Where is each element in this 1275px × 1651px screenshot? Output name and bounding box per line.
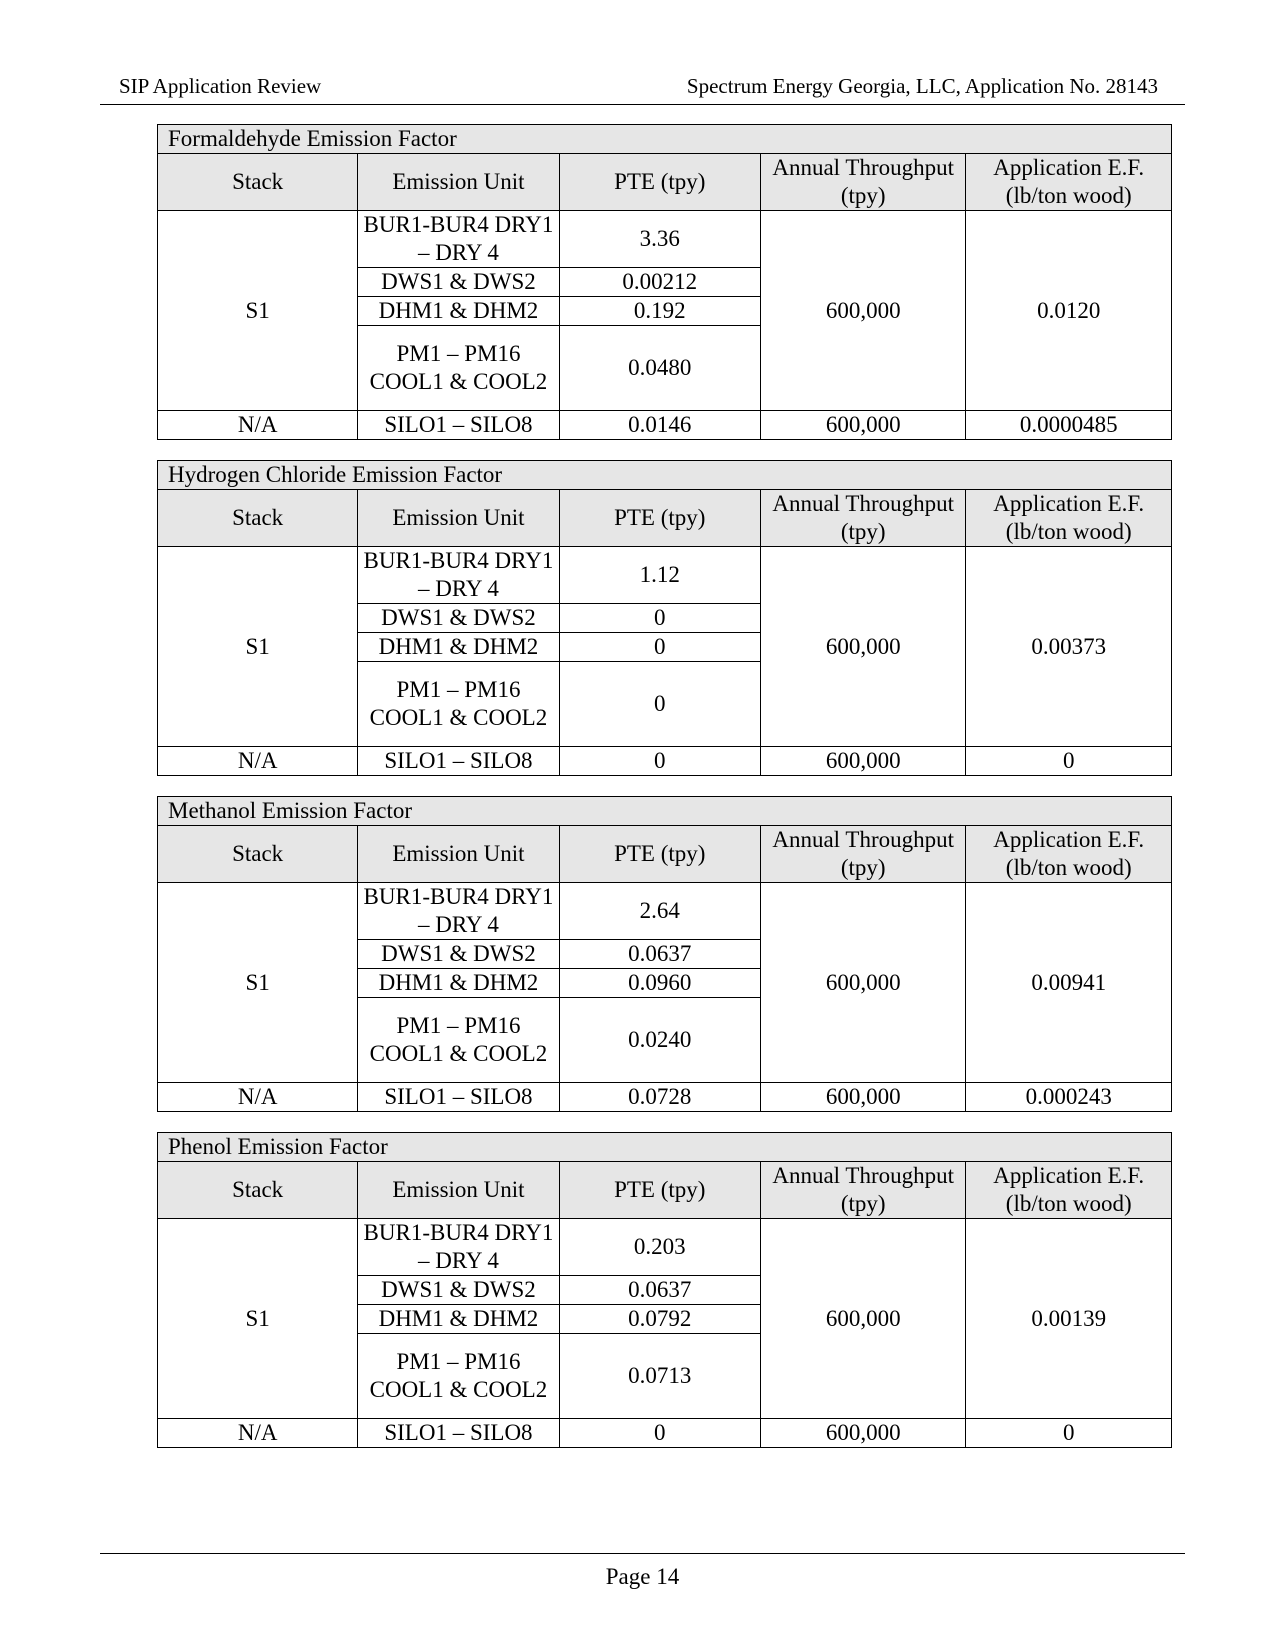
stack-cell: S1: [158, 211, 358, 411]
table-title: Methanol Emission Factor: [158, 797, 1172, 826]
pte-cell: 0: [559, 662, 760, 747]
pte-cell: 0.0637: [559, 940, 760, 969]
emission-unit-cell: SILO1 – SILO8: [358, 1083, 559, 1112]
formaldehyde-table: [157, 124, 1172, 440]
page-number: Page 14: [605, 1564, 680, 1589]
emission-factor-cell: 0.0000485: [966, 411, 1172, 440]
stack-cell: S1: [158, 1219, 358, 1419]
throughput-cell: 600,000: [760, 883, 966, 1083]
emission-unit-cell: PM1 – PM16 COOL1 & COOL2: [358, 1334, 559, 1419]
stack-cell: S1: [158, 547, 358, 747]
pte-cell: 0.0637: [559, 1276, 760, 1305]
emission-unit-cell: DHM1 & DHM2: [358, 969, 559, 998]
emission-factor-cell: 0: [966, 1419, 1172, 1448]
throughput-cell: 600,000: [760, 747, 966, 776]
col-header-pte: PTE (tpy): [559, 490, 760, 547]
pte-cell: 1.12: [559, 547, 760, 604]
emission-unit-cell: DHM1 & DHM2: [358, 297, 559, 326]
pte-cell: 0: [559, 633, 760, 662]
header-applicant: Spectrum Energy Georgia, LLC, Application No. 28143: [686, 74, 1158, 98]
emission-unit-cell: PM1 – PM16 COOL1 & COOL2: [358, 662, 559, 747]
emission-unit-cell: SILO1 – SILO8: [358, 411, 559, 440]
pte-cell: 0.00212: [559, 268, 760, 297]
emission-unit-cell: DWS1 & DWS2: [358, 940, 559, 969]
stack-cell: N/A: [158, 411, 358, 440]
col-header-pte: PTE (tpy): [559, 826, 760, 883]
table-row: [158, 1419, 1172, 1448]
pte-cell: 0.0960: [559, 969, 760, 998]
col-header-emission-factor: Application E.F. (lb/ton wood): [966, 490, 1172, 547]
emission-unit-cell: SILO1 – SILO8: [358, 1419, 559, 1448]
col-header-throughput: Annual Throughput (tpy): [760, 826, 966, 883]
col-header-throughput: Annual Throughput (tpy): [760, 1162, 966, 1219]
table-title: Phenol Emission Factor: [158, 1133, 1172, 1162]
emission-unit-cell: DWS1 & DWS2: [358, 604, 559, 633]
table-row: [158, 1219, 1172, 1276]
pte-cell: 0.0240: [559, 998, 760, 1083]
col-header-pte: PTE (tpy): [559, 1162, 760, 1219]
col-header-emission-factor: Application E.F. (lb/ton wood): [966, 154, 1172, 211]
table-row: [158, 1083, 1172, 1112]
col-header-stack: Stack: [158, 1162, 358, 1219]
col-header-emission-factor: Application E.F. (lb/ton wood): [966, 826, 1172, 883]
emission-factor-cell: 0: [966, 747, 1172, 776]
pte-cell: 2.64: [559, 883, 760, 940]
emission-unit-cell: BUR1-BUR4 DRY1 – DRY 4: [358, 547, 559, 604]
hydrogen-chloride-table: [157, 460, 1172, 776]
col-header-stack: Stack: [158, 154, 358, 211]
pte-cell: 0.192: [559, 297, 760, 326]
page-footer: [100, 1553, 1185, 1590]
emission-unit-cell: DWS1 & DWS2: [358, 268, 559, 297]
emission-factor-cell: 0.00373: [966, 547, 1172, 747]
col-header-emission-unit: Emission Unit: [358, 154, 559, 211]
col-header-stack: Stack: [158, 826, 358, 883]
throughput-cell: 600,000: [760, 211, 966, 411]
emission-unit-cell: BUR1-BUR4 DRY1 – DRY 4: [358, 1219, 559, 1276]
throughput-cell: 600,000: [760, 411, 966, 440]
stack-cell: N/A: [158, 747, 358, 776]
col-header-emission-factor: Application E.F. (lb/ton wood): [966, 1162, 1172, 1219]
emission-unit-cell: SILO1 – SILO8: [358, 747, 559, 776]
pte-cell: 0.0792: [559, 1305, 760, 1334]
emission-factor-cell: 0.0120: [966, 211, 1172, 411]
col-header-pte: PTE (tpy): [559, 154, 760, 211]
emission-unit-cell: BUR1-BUR4 DRY1 – DRY 4: [358, 211, 559, 268]
pte-cell: 0.0728: [559, 1083, 760, 1112]
col-header-throughput: Annual Throughput (tpy): [760, 490, 966, 547]
col-header-stack: Stack: [158, 490, 358, 547]
emission-unit-cell: PM1 – PM16 COOL1 & COOL2: [358, 326, 559, 411]
pte-cell: 0.0480: [559, 326, 760, 411]
throughput-cell: 600,000: [760, 1083, 966, 1112]
table-row: [158, 411, 1172, 440]
table-title: Hydrogen Chloride Emission Factor: [158, 461, 1172, 490]
emission-unit-cell: DWS1 & DWS2: [358, 1276, 559, 1305]
col-header-emission-unit: Emission Unit: [358, 1162, 559, 1219]
throughput-cell: 600,000: [760, 547, 966, 747]
table-row: [158, 211, 1172, 268]
emission-factor-cell: 0.00941: [966, 883, 1172, 1083]
page-header: [100, 72, 1185, 105]
throughput-cell: 600,000: [760, 1219, 966, 1419]
throughput-cell: 600,000: [760, 1419, 966, 1448]
emission-unit-cell: DHM1 & DHM2: [358, 633, 559, 662]
emission-unit-cell: PM1 – PM16 COOL1 & COOL2: [358, 998, 559, 1083]
stack-cell: N/A: [158, 1083, 358, 1112]
pte-cell: 0.0146: [559, 411, 760, 440]
col-header-emission-unit: Emission Unit: [358, 826, 559, 883]
emission-unit-cell: DHM1 & DHM2: [358, 1305, 559, 1334]
emission-unit-cell: BUR1-BUR4 DRY1 – DRY 4: [358, 883, 559, 940]
pte-cell: 0.203: [559, 1219, 760, 1276]
emission-factor-cell: 0.00139: [966, 1219, 1172, 1419]
pte-cell: 0.0713: [559, 1334, 760, 1419]
table-row: [158, 547, 1172, 604]
phenol-table: [157, 1132, 1172, 1448]
pte-cell: 3.36: [559, 211, 760, 268]
stack-cell: N/A: [158, 1419, 358, 1448]
table-row: [158, 883, 1172, 940]
col-header-emission-unit: Emission Unit: [358, 490, 559, 547]
table-title: Formaldehyde Emission Factor: [158, 125, 1172, 154]
pte-cell: 0: [559, 604, 760, 633]
header-document-title: SIP Application Review: [119, 74, 322, 98]
col-header-throughput: Annual Throughput (tpy): [760, 154, 966, 211]
methanol-table: [157, 796, 1172, 1112]
pte-cell: 0: [559, 747, 760, 776]
emission-factor-cell: 0.000243: [966, 1083, 1172, 1112]
pte-cell: 0: [559, 1419, 760, 1448]
stack-cell: S1: [158, 883, 358, 1083]
table-row: [158, 747, 1172, 776]
